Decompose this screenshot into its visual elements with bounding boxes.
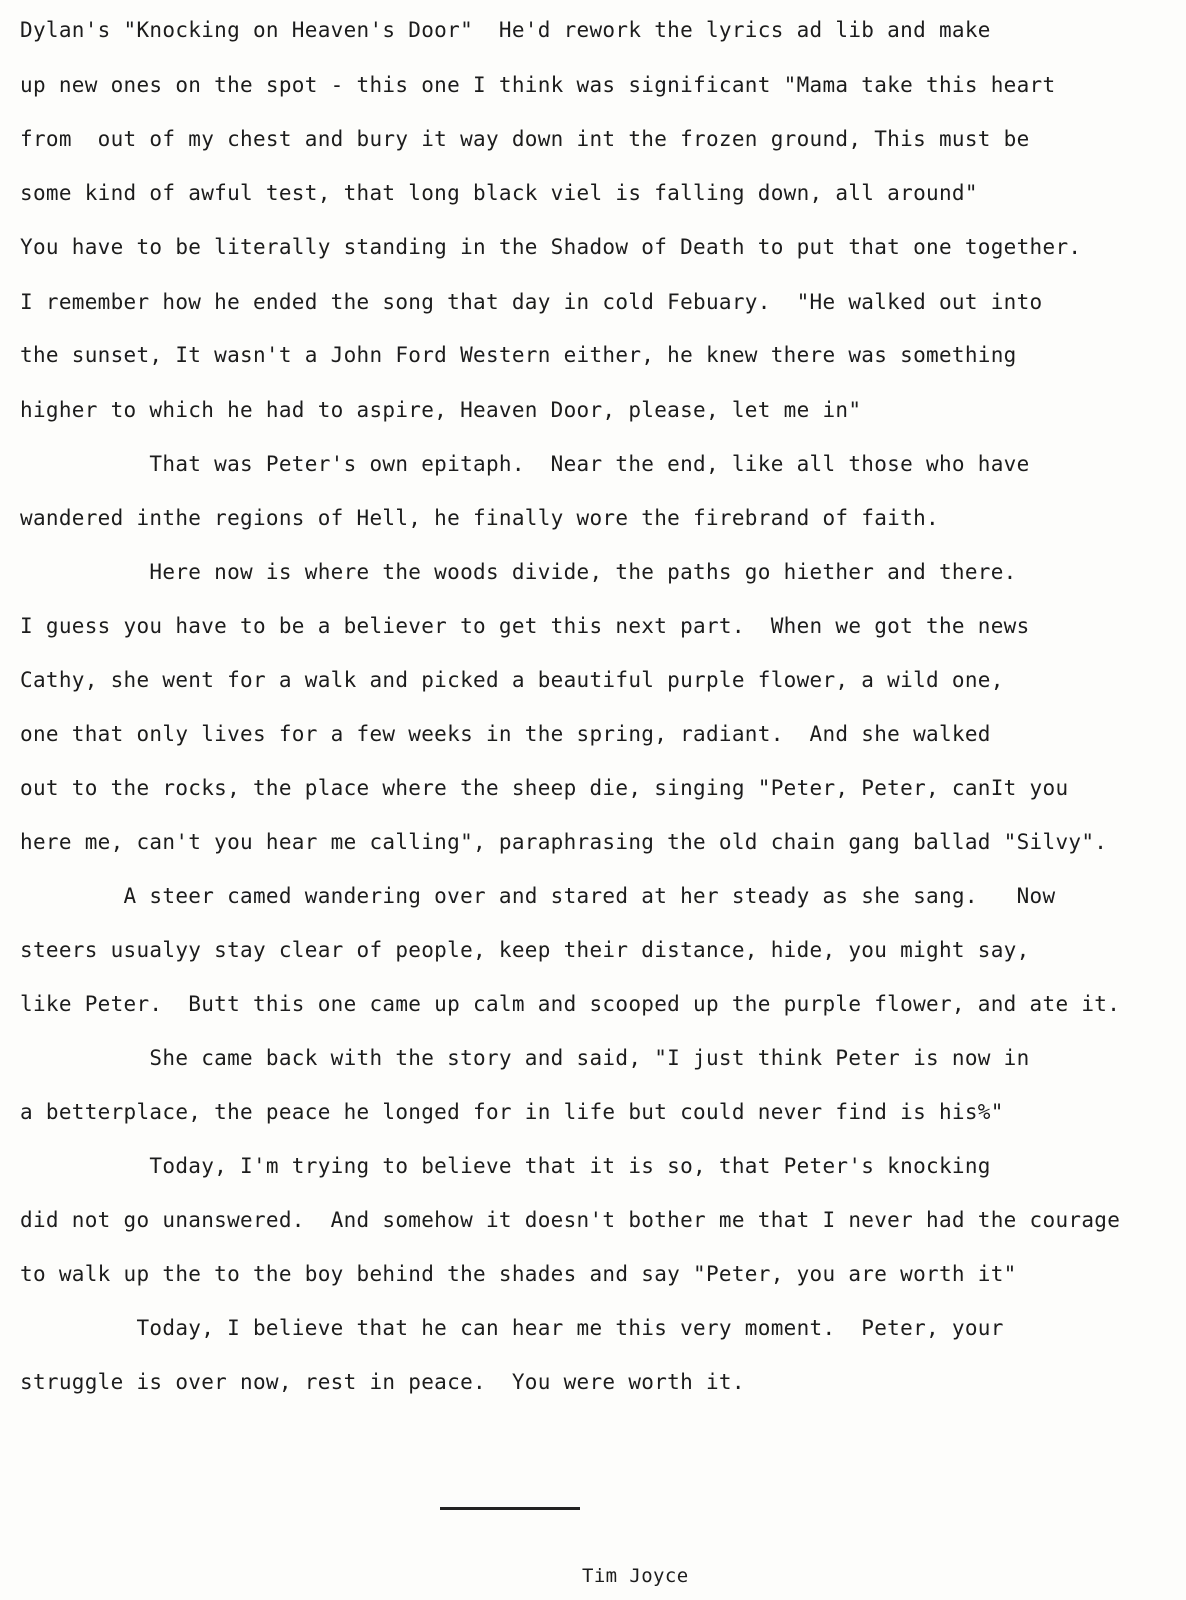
text-line: struggle is over now, rest in peace. You were worth it.	[20, 1370, 745, 1394]
text-line: one that only lives for a few weeks in the spring, radiant. And she walked	[20, 722, 991, 746]
text-line: a betterplace, the peace he longed for in life but could never find is his%"	[20, 1100, 1004, 1124]
text-line: Today, I'm trying to believe that it is so, that Peter's knocking	[20, 1154, 991, 1178]
text-line: the sunset, It wasn't a John Ford Western either, he knew there was something	[20, 343, 1017, 367]
text-line: She came back with the story and said, "I just think Peter is now in	[20, 1046, 1030, 1070]
author-signature: Tim Joyce	[582, 1565, 689, 1587]
text-line: I guess you have to be a believer to get this next part. When we got the news	[20, 614, 1030, 638]
text-line: here me, can't you hear me calling", paraphrasing the old chain gang ballad "Silvy".	[20, 830, 1108, 854]
text-line: Cathy, she went for a walk and picked a beautiful purple flower, a wild one,	[20, 668, 1004, 692]
text-line: some kind of awful test, that long black viel is falling down, all around"	[20, 181, 978, 205]
text-line: You have to be literally standing in the Shadow of Death to put that one together.	[20, 235, 1082, 259]
text-line: That was Peter's own epitaph. Near the end, like all those who have	[20, 452, 1030, 476]
signature-rule	[440, 1507, 580, 1510]
text-line: from out of my chest and bury it way down int the frozen ground, This must be	[20, 127, 1030, 151]
text-line: Today, I believe that he can hear me this very moment. Peter, your	[20, 1316, 1004, 1340]
text-line: Here now is where the woods divide, the paths go hiether and there.	[20, 560, 1017, 584]
text-line: I remember how he ended the song that day in cold Febuary. "He walked out into	[20, 290, 1043, 314]
text-line: Dylan's "Knocking on Heaven's Door" He'd rework the lyrics ad lib and make	[20, 18, 991, 42]
text-line: out to the rocks, the place where the sheep die, singing "Peter, Peter, canIt you	[20, 776, 1069, 800]
text-line: to walk up the to the boy behind the shades and say "Peter, you are worth it"	[20, 1262, 1017, 1286]
text-line: like Peter. Butt this one came up calm and scooped up the purple flower, and ate it.	[20, 992, 1121, 1016]
text-line: wandered inthe regions of Hell, he finally wore the firebrand of faith.	[20, 506, 939, 530]
text-line: higher to which he had to aspire, Heaven Door, please, let me in"	[20, 398, 862, 422]
text-line: steers usualyy stay clear of people, keep their distance, hide, you might say,	[20, 938, 1030, 962]
text-line: did not go unanswered. And somehow it doesn't bother me that I never had the courage	[20, 1208, 1121, 1232]
text-line: up new ones on the spot - this one I think was significant "Mama take this heart	[20, 73, 1056, 97]
text-line: A steer camed wandering over and stared at her steady as she sang. Now	[20, 884, 1056, 908]
